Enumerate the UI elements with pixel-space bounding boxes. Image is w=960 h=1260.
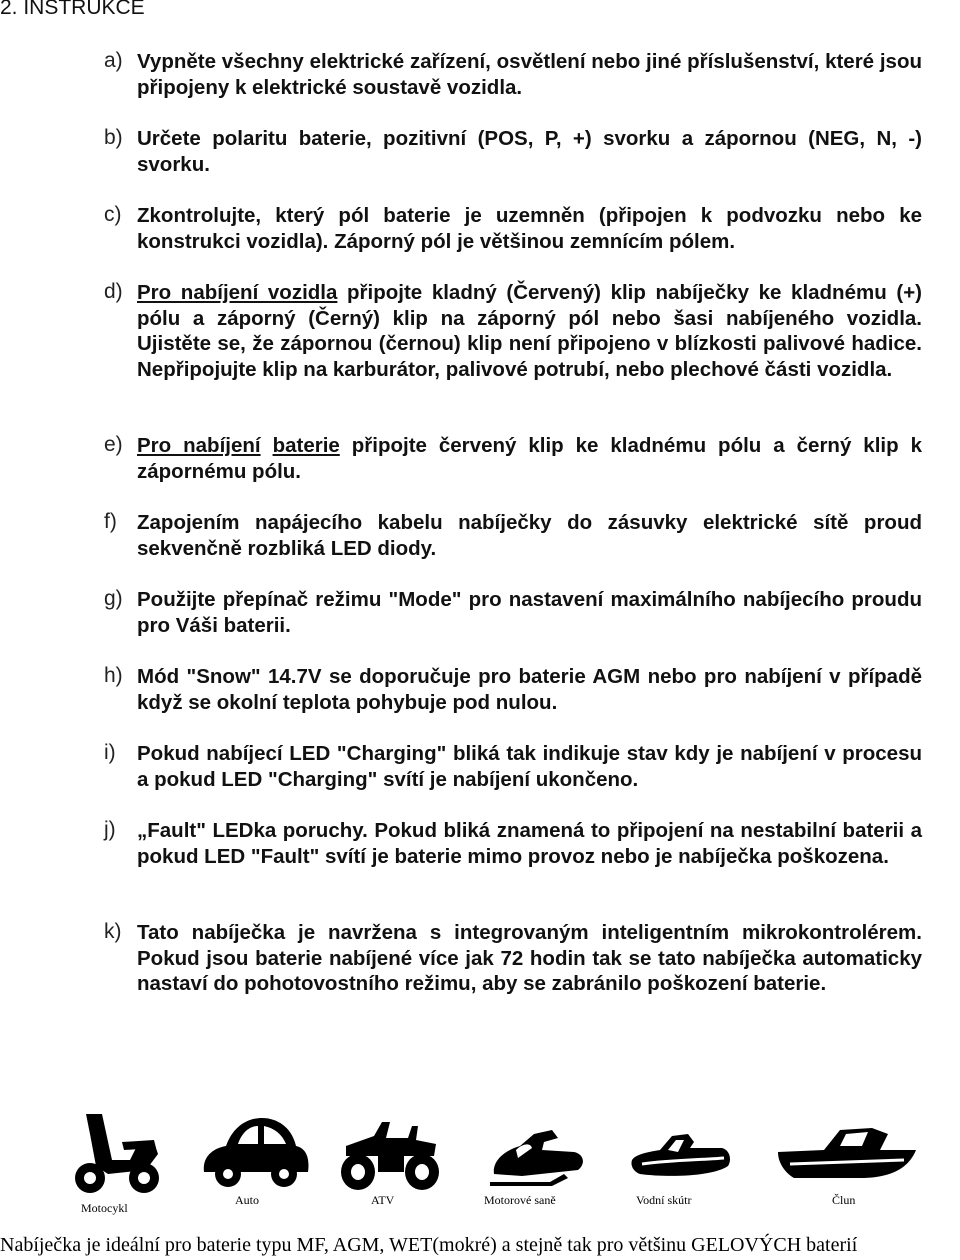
item-letter: d) [104, 280, 123, 303]
caption-car: Auto [235, 1193, 259, 1207]
item-letter: c) [104, 203, 122, 226]
footer-note: Nabíječka je ideální pro baterie typu MF, AGM, WET(mokré) a stejně tak pro většinu GELOVÝCH baterií [0, 1234, 858, 1256]
item-letter: g) [104, 587, 123, 610]
caption-boat: Člun [832, 1193, 856, 1207]
item-letter: e) [104, 433, 123, 456]
item-text: Použijte přepínač režimu "Mode" pro nastavení maximálního nabíjecího proudu pro Váši baterii. [137, 588, 922, 637]
caption-atv: ATV [371, 1193, 395, 1207]
vehicle-icons-row [0, 1100, 960, 1200]
atv-icon [338, 1112, 442, 1192]
item-letter: h) [104, 664, 123, 687]
jetski-icon [630, 1130, 734, 1182]
item-text: Určete polaritu baterie, pozitivní (POS, P, +) svorku a zápornou (NEG, N, -) svorku. [137, 127, 922, 176]
boat-icon [776, 1120, 920, 1182]
item-text-rest: připojte červený klip ke kladnému pólu a černý klip k zápornému pólu. [137, 434, 922, 483]
item-text: Mód "Snow" 14.7V se doporučuje pro baterie AGM nebo pro nabíjení v případě když se okolní teplota pohybuje pod nulou. [137, 665, 922, 714]
motorcycle-icon [72, 1114, 162, 1196]
snowmobile-icon [488, 1128, 588, 1186]
item-text-rest: připojte kladný (Červený) klip nabíječky ke kladnému (+) pólu a záporný (Černý) klip na záporný pól nebo šasi nabíjeného vozidla. Ujistěte se, že zápornou (černou) klip není připojeno v blízkosti palivové hadice. Nepřipojujte klip na karburátor, palivové potrubí, nebo plechové části vozidla. [137, 281, 922, 382]
item-letter: a) [104, 49, 123, 72]
caption-jetski: Vodní skútr [636, 1193, 692, 1207]
item-letter: k) [104, 920, 122, 943]
underlined-text-2: baterie [272, 434, 340, 457]
item-text: Tato nabíječka je navržena s integrovaným inteligentním mikrokontrolérem. Pokud jsou baterie nabíjené více jak 72 hodin tak se tato nabíječka automaticky nastaví do pohotovostního režimu, aby se zabránilo poškození baterie. [137, 921, 922, 996]
item-text: „Fault" LEDka poruchy. Pokud bliká znamená to připojení na nestabilní baterii a pokud LED "Fault" svítí je baterie mimo provoz nebo je nabíječka poškozena. [137, 819, 922, 868]
item-text: Vypněte všechny elektrické zařízení, osvětlení nebo jiné příslušenství, které jsou připojeny k elektrické soustavě vozidla. [137, 50, 922, 99]
section-heading: 2. INSTRUKCE [0, 0, 145, 19]
car-icon [200, 1116, 312, 1188]
caption-motorcycle: Motocykl [81, 1201, 128, 1215]
item-letter: f) [104, 510, 117, 533]
caption-snowmobile: Motorové saně [484, 1193, 556, 1207]
item-letter: j) [104, 818, 116, 841]
item-text: Pokud nabíjecí LED "Charging" bliká tak indikuje stav kdy je nabíjení v procesu a pokud LED "Charging" svítí je nabíjení ukončeno. [137, 742, 922, 791]
underlined-text: Pro nabíjení [137, 434, 261, 457]
item-text: Zapojením napájecího kabelu nabíječky do zásuvky elektrické sítě proud sekvenčně rozbliká LED diody. [137, 511, 922, 560]
space [261, 434, 273, 457]
item-text: Zkontrolujte, který pól baterie je uzemněn (připojen k podvozku nebo ke konstrukci vozidla). Záporný pól je většinou zemnícím pólem. [137, 204, 922, 253]
underlined-text: Pro nabíjení vozidla [137, 281, 338, 304]
item-letter: i) [104, 741, 116, 764]
item-letter: b) [104, 126, 123, 149]
item-text [137, 280, 922, 383]
item-text [137, 433, 922, 484]
